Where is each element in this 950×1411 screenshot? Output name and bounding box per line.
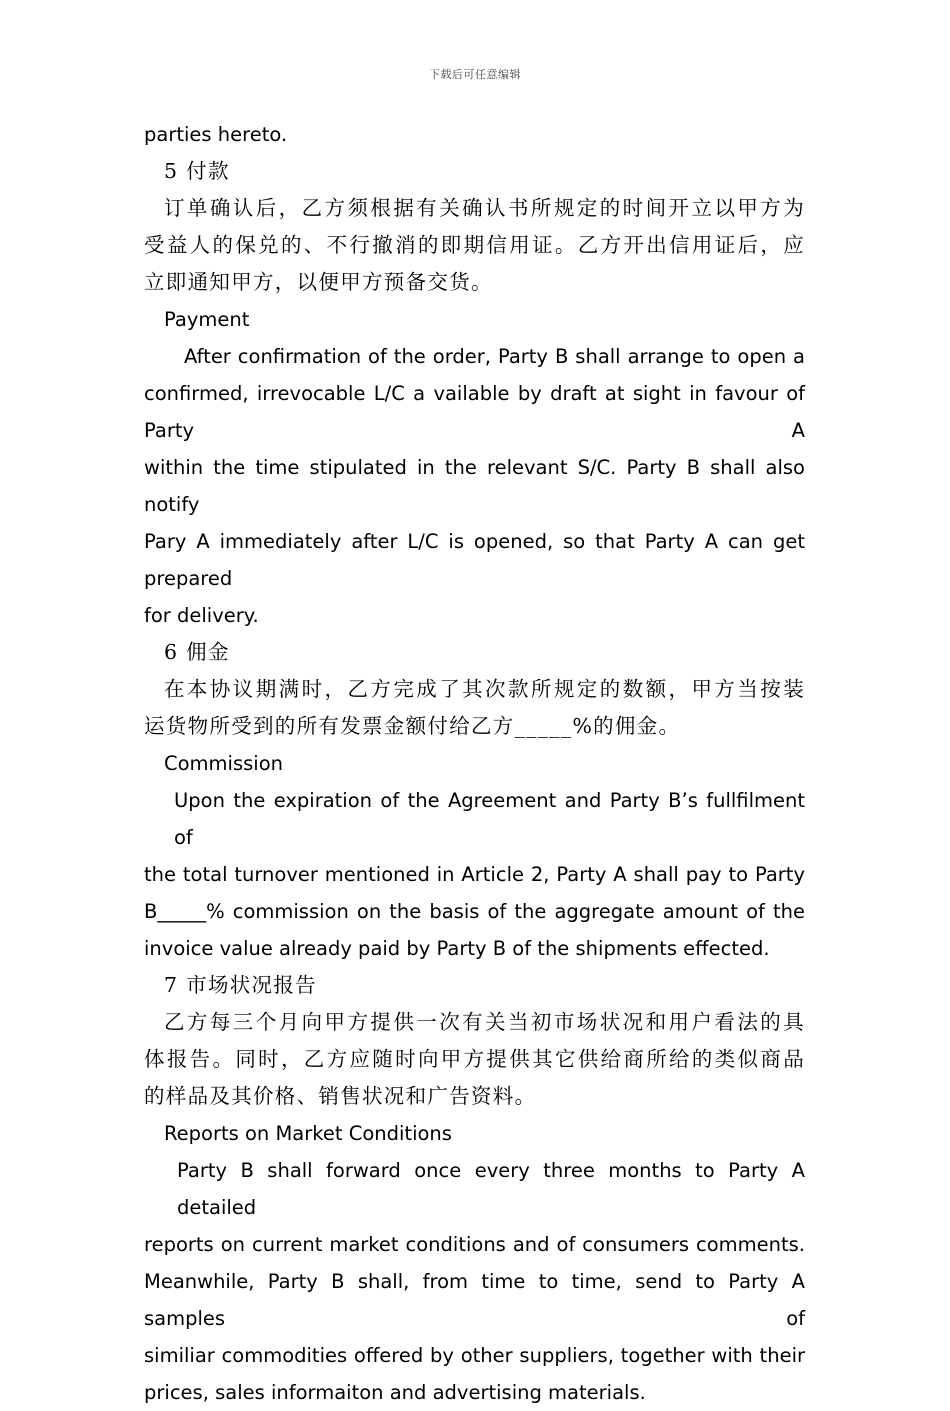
paragraph-line: 在本协议期满时，乙方完成了其次款所规定的数额，甲方当按装 [164, 677, 805, 701]
paragraph-line: 立即通知甲方，以便甲方预备交货。 [144, 270, 493, 294]
paragraph-line: Pary A immediately after L/C is opened, so that Party A can get prepared [144, 530, 805, 590]
paragraph-line: 体报告。同时，乙方应随时向甲方提供其它供给商所给的类似商品 [144, 1047, 805, 1071]
paragraph-line: 运货物所受到的所有发票金额付给乙方_____%的佣金。 [144, 714, 681, 738]
paragraph-line: After confirmation of the order, Party B shall arrange to open a [184, 345, 805, 368]
section-heading-payment-en: Payment [164, 308, 250, 331]
paragraph-line: Party B shall forward once every three months to Party A detailed [177, 1159, 805, 1219]
paragraph-line: B_____% commission on the basis of the aggregate amount of the [144, 900, 805, 923]
document-body [144, 116, 805, 1411]
paragraph-line: Meanwhile, Party B shall, from time to time, send to Party A samples of [144, 1270, 805, 1330]
paragraph-line: 订单确认后，乙方须根据有关确认书所规定的时间开立以甲方为 [164, 196, 805, 220]
paragraph-line: the total turnover mentioned in Article 2, Party A shall pay to Party [144, 863, 805, 886]
paragraph-line: within the time stipulated in the relevant S/C. Party B shall also notify [144, 456, 805, 516]
paragraph-line: 的样品及其价格、销售状况和广告资料。 [144, 1084, 537, 1108]
section-heading-commission-en: Commission [164, 752, 283, 775]
paragraph-line: 乙方每三个月向甲方提供一次有关当初市场状况和用户看法的具 [164, 1010, 805, 1034]
paragraph-line: prices, sales informaiton and advertising materials. [144, 1381, 646, 1404]
paragraph-line: 受益人的保兑的、不行撤消的即期信用证。乙方开出信用证后，应 [144, 233, 805, 257]
paragraph-line: reports on current market conditions and of consumers comments. [144, 1233, 805, 1256]
body-line: parties hereto. [144, 123, 288, 146]
section-heading-payment-cn: 5 付款 [164, 159, 230, 183]
section-heading-commission-cn: 6 佣金 [164, 640, 230, 664]
paragraph-line: for delivery. [144, 604, 259, 627]
paragraph-line: similiar commodities offered by other suppliers, together with their [144, 1344, 805, 1367]
paragraph-line: confirmed, irrevocable L/C a vailable by draft at sight in favour of Party A [144, 382, 805, 442]
paragraph-line: invoice value already paid by Party B of the shipments effected. [144, 937, 770, 960]
section-heading-market-cn: 7 市场状况报告 [164, 973, 317, 997]
section-heading-market-en: Reports on Market Conditions [164, 1122, 452, 1145]
page-header: 下载后可任意编辑 [429, 68, 521, 81]
paragraph-line: Upon the expiration of the Agreement and Party B’s fullfilment of [174, 789, 805, 849]
